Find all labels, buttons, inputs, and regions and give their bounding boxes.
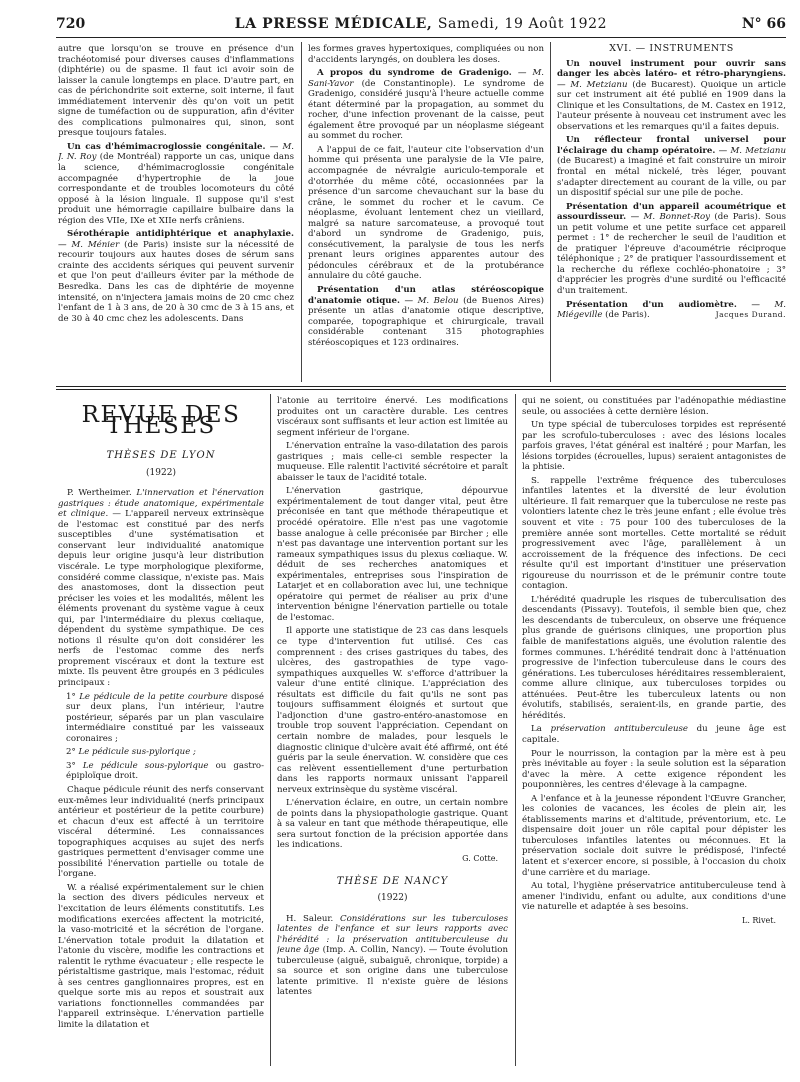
thesis-author: H. Saleur. [286, 913, 334, 924]
text-run: La [531, 724, 542, 735]
paragraph: A l'enfance et à la jeunesse répondent l'Œuvre Grancher, les colonies de vacances, les écoles de plein air, les établissements marins et d'altitude, préventorium, etc. Le dispensaire doit jouer un rôle capital pour dépister les tuberculoses infantiles latentes ou méconnues. Et la préservation sociale doit suivre le prédisposé, l'infecté latent et s'exercer encore, si possible, à l'occasion du choix d'une carrière et du mariage. [522, 793, 786, 878]
author-signature: Jacques Durand. [715, 310, 786, 320]
abstract [557, 300, 786, 321]
list-item [58, 761, 264, 782]
thesis-body: (Imp. A. Collin, Nancy). — Toute évolution tuberculeuse (aiguë, subaiguë, chronique, torpide) a sa source et son origine dans une tuberculose latente primitive. Il n'existe guère de lésions latentes [277, 945, 508, 998]
author-signature: L. Rivet. [742, 915, 776, 925]
column-rule [301, 42, 302, 382]
abstract [308, 68, 544, 142]
thesis-author: P. Wertheimer. [67, 488, 132, 499]
abstract [557, 202, 786, 297]
text-run: du jeune âge est capitale. [522, 724, 786, 745]
running-head [56, 16, 786, 36]
abstract-body: (de Paris). [605, 310, 650, 321]
abstract [557, 59, 786, 133]
top-column-1 [58, 44, 294, 382]
abstract-title: Un cas d'hémimacroglossie congénitale. [67, 141, 266, 152]
paragraph: S. rappelle l'extrême fréquence des tuberculoses infantiles latentes et la diversité de leur évolution ultérieure. Il fait remarquer que la tuberculose ne reste pas volontiers latente chez le très jeune enfant ; elle évolue très souvent et vite : 75 pour 100 des tuberculoses de la première année sont mortelles. Cette mortalité se réduit progressivement avec l'âge, parallèlement à un accroissement de la fréquence des infections. De ceci résulte qu'il est important d'instituer une préservation rigoureuse du nourrisson et de le prémunir contre toute contagion. [522, 475, 786, 592]
thesis-title: Considérations sur les tuberculoses latentes de l'enfance et sur leurs rapports avec l'hérédité : la préservation antituberculeuse du jeune âge [277, 913, 508, 956]
journal-name: LA PRESSE MÉDICALE, [234, 16, 433, 32]
thesis-title: L'innervation et l'énervation gastriques : étude anatomique, expérimentale et clinique. [58, 488, 264, 520]
top-column-2 [308, 44, 544, 382]
paragraph: L'énervation éclaire, en outre, un certain nombre de points dans la physiopathologie gastrique. Quant à sa valeur en tant que méthode thérapeutique, elle sera surtout fonction de la précision apportée dans les indications. [277, 798, 508, 851]
list-number: 2° [66, 747, 76, 758]
top-column-3 [557, 44, 786, 382]
list-text: ou gastro-épiploïque droit. [66, 760, 264, 782]
list-number: 1° [66, 691, 76, 702]
page-number: 720 [56, 16, 86, 32]
abstract-author: — M. Ménier [58, 239, 120, 250]
abstract [58, 229, 294, 324]
column-rule [515, 394, 516, 1066]
abstract [58, 142, 294, 226]
abstract-title: Sérothérapie antidiphtérique et anaphylaxie. [67, 229, 294, 240]
paragraph: L'hérédité quadruple les risques de tuberculisation des descendants (Pissavy). Toutefois, il semble bien que, chez les descendants de tuberculeux, on observe une fréquence plus grande de guérisons cliniques, une proportion plus faible de manifestations aiguës, une évolution ralentie des formes communes. L'hérédité tendrait donc à l'atténuation progressive de l'infection tuberculeuse dans le cours des générations. Les tuberculoses héréditaires ressembleraient, comme allure clinique, aux tuberculoses torpides ou atténuées. Peut-être les tuberculeux latents ou non évolutifs, stabilisés, seraient-ils, en grande partie, des hérédités. [522, 594, 786, 721]
list-label: Le pédicule sus-pylorique ; [78, 747, 196, 758]
column-rule [550, 42, 551, 382]
paragraph: W. a réalisé expérimentalement sur le chien la section des divers pédicules nerveux et l'excitation de leurs éléments constitutifs. Les modifications exercées affectent la motricité, la vaso-motricité et la sécrétion de l'organe. L'énervation totale produit la dilatation et l'atonie du viscère, modifie les contractions et ralentit le rythme évacuateur ; elle respecte le péristaltisme gastrique, mais l'estomac, réduit à ses centres ganglionnaires propres, est en quelque sorte mis au repos et soustrait aux variations fonctionnelles commandées par l'appareil extrinsèque. L'énervation partielle limite la dilatation et [58, 882, 264, 1030]
thesis-body: — L'appareil nerveux extrinsèque de l'estomac est constitué par des nerfs susceptibles d'une systématisation et conservant leur individualité anatomique depuis leur origine jusqu'à leur distribution viscérale. Le type morphologique plexiforme, considéré comme classique, n'existe pas. Mais des anastomoses, dont la dissection peut préciser les voies et les modalités, mêlent les éléments provenant du système vague à ceux qui, par l'intermédiaire du plexus cœliaque, dépendent du système sympathique. De ces notions il résulte qu'on doit considérer les nerfs de l'estomac comme des nerfs proprement viscéraux et dont la texture est mixte. Ils peuvent être groupés en 3 pédicules principaux : [58, 509, 264, 689]
section-divider-thin [56, 389, 786, 390]
bottom-column-3 [522, 396, 786, 1066]
list-label: Le pédicule sous-pylorique [82, 760, 209, 771]
abstract [308, 285, 544, 348]
thesis-abstract [277, 914, 508, 998]
abstract-author: — M. Metzianu [718, 145, 786, 156]
paragraph: autre que lorsqu'on se trouve en présence d'un trachéotomisé pour diverses causes d'inflammations (diphtérie) ou de spasme. Il faut ici avoir soin de laisser la canule longtemps en place. D'autre part, en cas de périchondrite soit externe, soit interne, il faut immédiatement intervenir dès qu'on voit un petit signe de tuméfaction ou de suppuration, afin d'éviter des complications pulmonaires qui, sinon, sont presque toujours fatales. [58, 44, 294, 139]
abstract-author: — M. Metzianu [557, 79, 628, 90]
abstract-author: — M. Miégeville [557, 299, 786, 321]
abstract-author: — M. Belou [404, 295, 459, 306]
paragraph: Pour le nourrisson, la contagion par la mère est à peu près inévitable au foyer : la seule solution est la séparation d'avec la mère. A cette exigence répondent les pouponnières, les centres d'élevage à la campagne. [522, 748, 786, 791]
abstract [557, 135, 786, 198]
thesis-year: (1922) [377, 893, 408, 904]
section-divider [56, 386, 786, 387]
issue-date: Samedi, 19 Août 1922 [437, 16, 608, 32]
abstract-title: A propos du syndrome de Gradenigo. [317, 68, 512, 79]
abstract-title: Présentation d'un audiomètre. [566, 299, 737, 310]
abstract-title: Présentation d'un atlas stéréoscopique d'anatomie otique. [308, 285, 544, 306]
header-rule [56, 37, 786, 38]
abstract-body: (de Paris) insiste sur la nécessité de recourir toujours aux hautes doses de sérum sans crainte des accidents sériques qui peuvent survenir et que l'on peut d'ailleurs éviter par la méthode de Besredka. Dans les cas de diphtérie de moyenne intensité, on n'injectera jamais moins de 20 cmc chez l'enfant de 1 à 3 ans, de 20 à 30 cmc de 3 à 15 ans, et de 30 à 40 cmc chez les adolescents. Dans [58, 239, 294, 324]
section-title: REVUE DES THÈSES [81, 402, 241, 439]
abstract-body: (de Montréal) rapporte un cas, unique dans la science, d'hémimacroglossie congénitale accompagnée d'hypertrophie de la joue correspondante et de troubles locomoteurs du côté opposé à la lésion linguale. Il suppose qu'il s'est produit une hémorragie capillaire bulbaire dans la région des VIIe, IXe et XIIe nerfs crâniens. [58, 152, 294, 226]
paragraph [522, 724, 786, 745]
section-heading: XVI. — INSTRUMENTS [609, 44, 734, 54]
abstract-title: Présentation d'un appareil acoumétrique et assourdisseur. [557, 201, 786, 223]
abstract-author: — M. Sani-Yavor [308, 68, 544, 89]
paragraph: Chaque pédicule réunit des nerfs conservant eux-mêmes leur individualité (nerfs principaux antérieur et postérieur de la petite courbure) et chacun d'eux est affecté à un territoire viscéral déterminé. Les connaissances topographiques acquises au sujet des nerfs gastriques permettent d'envisager comme une possibilité l'énervation partielle ou totale de l'organe. [58, 784, 264, 880]
thesis-year: (1922) [146, 467, 176, 478]
paragraph: A l'appui de ce fait, l'auteur cite l'observation d'un homme qui présenta une paralysie de la VIe paire, accompagnée de névralgie auriculo-temporale et d'otorrhée du même côté, occasionnées par la présence d'un sarcome chevauchant sur la base du crâne, le sommet du rocher et le cavum. Ce néoplasme, évoluant lentement chez un vieillard, malgré sa nature sarcomateuse, a provoqué tout d'abord un syndrome de Gradenigo, puis, consécutivement, la paralysie de tous les nerfs prenant leurs origines apparentes autour des pédoncules cérébraux et de la protubérance annulaire du côté gauche. [308, 144, 544, 282]
paragraph: L'énervation gastrique, dépourvue expérimentalement de tout danger vital, peut être préconisée en tant que méthode thérapeutique et procédé opératoire. Elle n'est pas une vagotomie basse analogue à celle préconisée par Bircher ; elle n'est pas davantage une intervention portant sur les rameaux sympathiques issus du plexus cœliaque. W. déduit de ses recherches anatomiques et expérimentales, entreprises sous l'inspiration de Latarjet et en collaboration avec lui, une technique opératoire qui permet de réaliser au prix d'une intervention bénigne l'énervation partielle ou totale de l'estomac. [277, 486, 508, 623]
abstract-body: (de Paris). Sous un petit volume et une petite surface cet appareil permet : 1° de rechercher le seuil de l'audition et de pratiquer l'épreuve d'acoumétrie réciproque téléphonique ; 2° de pratiquer l'assourdissement et la recherche du réflexe cochléo-phonatoire ; 3° d'apprécier les progrès d'une surdité ou l'efficacité d'un traitement. [557, 212, 786, 297]
abstract-author: — M. J. N. Roy [58, 141, 294, 163]
abstract-body: (de Bucarest). Quoique un article sur cet instrument ait été publié en 1909 dans la Clinique et les Consultations, de M. Castex en 1912, l'auteur présente à nouveau cet instrument avec les observations et les remarques qu'il a faites depuis. [557, 79, 786, 132]
abstract-title: Un réflecteur frontal universel pour l'éclairage du champ opératoire. [557, 135, 786, 156]
abstract-author: — M. Bonnet-Roy [630, 212, 710, 223]
abstract-title: Un nouvel instrument pour ouvrir sans danger les abcès latéro- et rétro-pharyngiens. [557, 58, 786, 80]
list-text: disposé sur deux plans, l'un intérieur, l'autre postérieur, séparés par un plan vasculaire intermédiaire constitué par les vaisseaux coronaires ; [66, 691, 264, 744]
abstract-body: (de Buenos Aires) présente un atlas d'anatomie otique descriptive, comparée, topographique et chirurgicale, travail considérable contenant 315 photographies stéréoscopiques et 123 ordinaires. [308, 295, 544, 348]
list-label: Le pédicule de la petite courbure [79, 691, 228, 702]
list-item [58, 692, 264, 745]
paragraph: L'énervation entraîne la vaso-dilatation des parois gastriques ; mais celle-ci semble respecter la muqueuse. Elle ralentit l'activité sécrétoire et paraît abaisser le taux de l'acidité totale. [277, 441, 508, 483]
abstract-body: (de Bucarest) a imaginé et fait construire un miroir frontal en métal nickelé, très léger, pouvant s'adapter directement au courant de la ville, ou par un dispositif spécial sur une pile de poche. [557, 156, 786, 199]
abstract-body: (de Constantinople). Le syndrome de Gradenigo, considéré jusqu'à l'heure actuelle comme étant déterminé par la propagation, au sommet du rocher, d'une infection provenant de la caisse, peut également être provoqué par un néoplasme siégeant au sommet du rocher. [308, 78, 544, 142]
paragraph: qui ne soient, ou constituées par l'adénopathie médiastine seule, ou associées à cette dernière lésion. [522, 396, 786, 417]
issue-number: N° 66 [741, 16, 786, 32]
thesis-subheading: THÈSES DE LYON [106, 450, 216, 462]
paragraph: l'atonie au territoire énervé. Les modifications produites ont un caractère durable. Les centres viscéraux sont suffisants et leur action est limitée au segment inférieur de l'organe. [277, 396, 508, 438]
paragraph: Au total, l'hygiène préservatrice antituberculeuse tend à amener l'individu, enfant ou adulte, aux conditions d'une vie naturelle et adaptée à ses besoins. [522, 881, 786, 913]
column-rule [270, 394, 271, 1066]
paragraph: les formes graves hypertoxiques, compliquées ou non d'accidents laryngés, on doublera les doses. [308, 44, 544, 65]
bottom-column-1 [58, 396, 264, 1066]
journal-title [56, 16, 786, 32]
bottom-column-2 [277, 396, 508, 1066]
paragraph: Il apporte une statistique de 23 cas dans lesquels ce type d'intervention fut utilisé. Ces cas comprennent : des crises gastriques du tabes, des ulcères, des gastropathies de type vago-sympathiques auxquelles W. s'efforce d'attribuer la valeur d'une entité clinique. L'appréciation des résultats est difficile du fait qu'ils ne sont pas toujours suffisamment éloignés et surtout que l'adjonction d'une gastro-entéro-anastomose en trouble trop souvent l'appréciation. Cependant on certain nombre de malades, pour lesquels le diagnostic clinique d'ulcère avait été affirmé, ont été guéris par la seule énervation. W. considère que ces cas relèvent essentiellement d'une perturbation dans les rapports normaux unissant l'appareil nerveux extrinsèque du système viscéral. [277, 626, 508, 795]
author-signature: G. Cotte. [462, 853, 498, 863]
paragraph: Un type spécial de tuberculoses torpides est représenté par les scrofulo-tuberculoses : avec des lésions locales parfois graves, l'état général est inaltéré ; pour Marfan, les lésions torpides (écrouelles, lupus) seraient antagonistes de la phtisie. [522, 420, 786, 473]
list-item [58, 747, 264, 758]
list-number: 3° [66, 760, 76, 771]
thesis-abstract [58, 488, 264, 688]
thesis-subheading: THÈSE DE NANCY [336, 875, 449, 887]
text-run-italic: préservation antituberculeuse [550, 724, 688, 735]
